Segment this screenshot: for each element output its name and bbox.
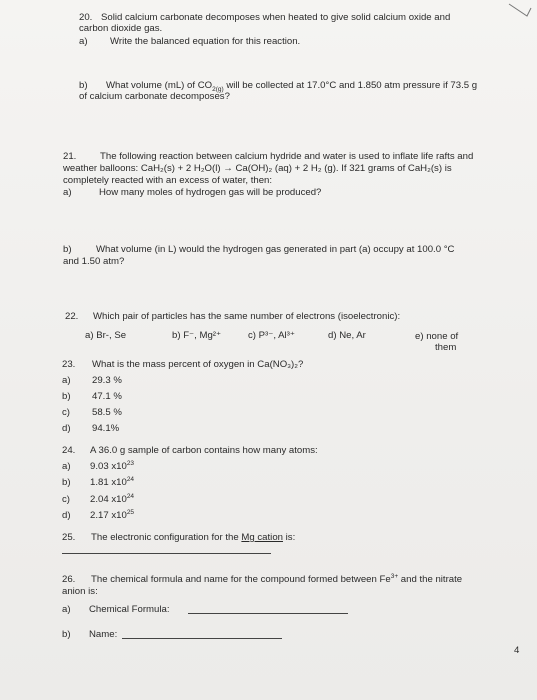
q22-number: 22. [65,311,79,322]
q22-option-d: d) Ne, Ar [328,330,366,341]
q23-stem: What is the mass percent of oxygen in Ca(NO₃)₂? [92,359,304,370]
q22-option-e-line1: e) none of [415,331,459,342]
q20-part-b-text: What volume (mL) of $CO_{2(g)}$ will be collected at 17.0°C and 1.850 atm pressure if 73.5 g [106,80,478,93]
q24-number: 24. [62,445,76,456]
q21-part-b-text: What volume (in L) would the hydrogen gas generated in part (a) occupy at 100.0 °C [96,244,455,255]
q24-choice-b-label: b) [62,477,71,488]
q22-option-c: c) P³⁻, Al³⁺ [248,330,295,341]
q26-part-a-text: Chemical Formula: [89,604,170,615]
q25-stem: The electronic configuration for the Mg cation is: [91,532,296,543]
q23-choice-d: 94.1% [92,423,120,434]
q24-choice-c: 2.04 $x10^{24}$ [90,492,135,505]
q26-part-a-label: a) [62,604,71,615]
q21-stem-line1: The following reaction between calcium hydride and water is used to inflate life rafts and [100,151,474,162]
q23-choice-c: 58.5 % [92,407,122,418]
q23-number: 23. [62,359,76,370]
q21-stem-line2: weather balloons: CaH₂(s) + 2 H₂O(l) → Ca(OH)₂ (aq) + 2 H₂ (g). If 321 grams of CaH₂(s) is [63,163,452,174]
q26-part-b-label: b) [62,629,71,640]
q20-stem-line1: Solid calcium carbonate decomposes when heated to give solid calcium oxide and [101,12,451,23]
name-answer-line[interactable] [122,638,282,639]
q20-part-a-label: a) [79,36,88,47]
q20-part-a-text: Write the balanced equation for this reaction. [110,36,301,47]
q23-choice-b-label: b) [62,391,71,402]
q20-number: 20. [79,12,93,23]
q24-choice-d-label: d) [62,510,71,521]
q20-part-b-line2: of calcium carbonate decomposes? [79,91,230,102]
q20-part-b-label: b) [79,80,88,91]
q21-part-a-text: How many moles of hydrogen gas will be produced? [99,187,322,198]
q23-choice-b: 47.1 % [92,391,122,402]
q26-part-b-text: Name: [89,629,118,640]
q24-stem: A 36.0 g sample of carbon contains how many atoms: [90,445,318,456]
q21-number: 21. [63,151,77,162]
q26-stem-line1: The chemical formula and name for the compound formed between $Fe^{3+}$ and the nitrate [91,572,463,585]
page-curl-mark [497,0,537,40]
q21-part-b-label: b) [63,244,72,255]
q26-stem-line2: anion is: [62,586,98,597]
page-number: 4 [514,645,520,656]
q24-choice-b: 1.81 $x10^{24}$ [90,475,135,488]
q23-choice-a: 29.3 % [92,375,122,386]
q21-stem-line3: completely reacted with an excess of water, then: [63,175,273,186]
q20-stem-line2: carbon dioxide gas. [79,23,163,34]
q24-choice-d: 2.17 $x10^{25}$ [90,508,135,521]
q22-stem: Which pair of particles has the same number of electrons (isoelectronic): [93,311,401,322]
q22-option-b: b) F⁻, Mg²⁺ [172,330,222,341]
q21-part-a-label: a) [63,187,72,198]
q25-answer-line[interactable] [62,553,271,554]
q22-option-e-line2: them [435,342,457,353]
q21-part-b-line2: and 1.50 atm? [63,256,125,267]
q24-choice-a-label: a) [62,461,71,472]
q24-choice-a: 9.03 $x10^{23}$ [90,459,135,472]
chemical-formula-answer-line[interactable] [188,613,348,614]
q22-option-a: a) Br-, Se [85,330,127,341]
q25-number: 25. [62,532,76,543]
q24-choice-c-label: c) [62,494,70,505]
q23-choice-a-label: a) [62,375,71,386]
q26-number: 26. [62,574,76,585]
q23-choice-d-label: d) [62,423,71,434]
q23-choice-c-label: c) [62,407,70,418]
